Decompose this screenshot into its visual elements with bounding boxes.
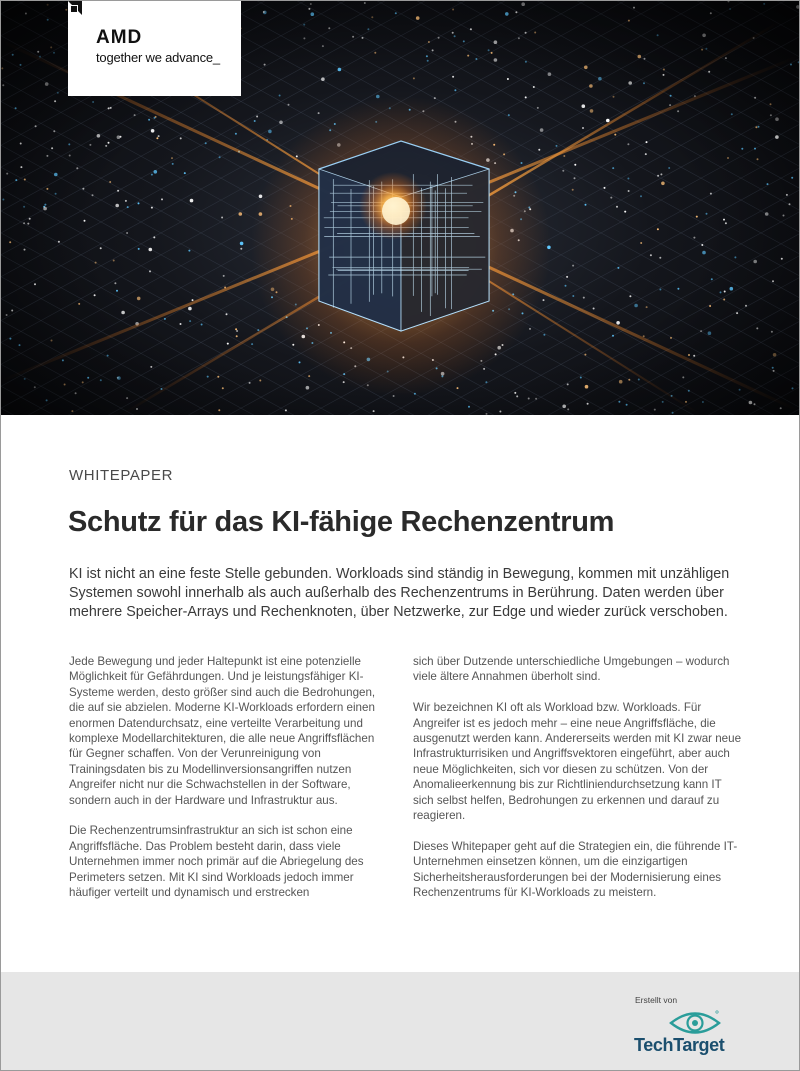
amd-tagline: together we advance_ [96, 50, 220, 65]
body-column-left [69, 654, 391, 916]
document-type-label: WHITEPAPER [69, 467, 174, 484]
body-paragraph: Jede Bewegung und jeder Haltepunkt ist eine potenzielle Möglichkeit für Gefährdungen. Und je leistungsfähiger KI-Systeme werden, desto größer sind auch die Bedrohungen, die auf sie abzielen. Moderne KI-Workloads erfordern einen enormen Datendurchsatz, eine verteilte Verarbeitung und komplexe Modellarchitekturen, die alle neue Angriffsflächen für Gegner schaffen. Von der Verunreinigung von Trainingsdaten bis zu Modellinversionsangriffen nutzen Angreifer nicht nur die Schwachstellen in der Software, sondern auch in der Hardware und Infrastruktur aus. [69, 655, 376, 807]
techtarget-eye-icon [669, 1008, 721, 1038]
amd-logo [68, 1, 241, 96]
lead-paragraph: KI ist nicht an eine feste Stelle gebunden. Workloads sind ständig in Bewegung, kommen mit unzähligen Systemen sowohl innerhalb als auch außerhalb des Rechenzentrums in Berührung. Daten werden über mehrere Speicher-Arrays und Rechenknoten, über Netzwerke, zur Edge und wieder zurück verschoben. [69, 566, 730, 620]
body-column-right [413, 654, 743, 916]
footer [1, 972, 799, 1071]
hero-image [1, 1, 799, 415]
amd-arrow-icon [68, 1, 82, 15]
techtarget-wordmark: TechTarget [634, 1035, 725, 1055]
body-paragraph: Wir bezeichnen KI oft als Workload bzw. Workloads. Für Angreifer ist es jedoch mehr – eine neue Angriffsfläche, die ausgenutzt werden kann. Andererseits werden mit KI zwar neue Infrastrukturrisiken und Angriffsvektoren eingeführt, aber auch neue Möglichkeiten, sich vor diesen zu schützen. Von der Anomalieerkennung bis zur Richtliniendurchsetzung kann IT sich selbst helfen, Bedrohungen zu erkennen und darauf zu reagieren. [413, 701, 742, 823]
created-by-label: Erstellt von [635, 995, 678, 1005]
page-title: Schutz für das KI-fähige Rechenzentrum [68, 506, 615, 538]
body-paragraph: Die Rechenzentrumsinfrastruktur an sich ist schon eine Angriffsfläche. Das Problem besteht darin, dass viele Unternehmen immer noch primär auf die Abriegelung des Perimeters setzen. Mit KI sind Workloads jedoch immer häufiger verteilt und dynamisch und erstrecken [69, 824, 364, 900]
body-paragraph: sich über Dutzende unterschiedliche Umgebungen – wodurch viele ältere Annahmen überholt sind. [413, 655, 730, 684]
body-paragraph: Dieses Whitepaper geht auf die Strategien ein, die führende IT-Unternehmen einsetzen können, um die einzigartigen Sicherheitsherausforderungen bei der Modernisierung eines Rechenzentrums für KI-Workloads zu meistern. [413, 839, 738, 900]
amd-brand-text: AMD [96, 27, 143, 48]
